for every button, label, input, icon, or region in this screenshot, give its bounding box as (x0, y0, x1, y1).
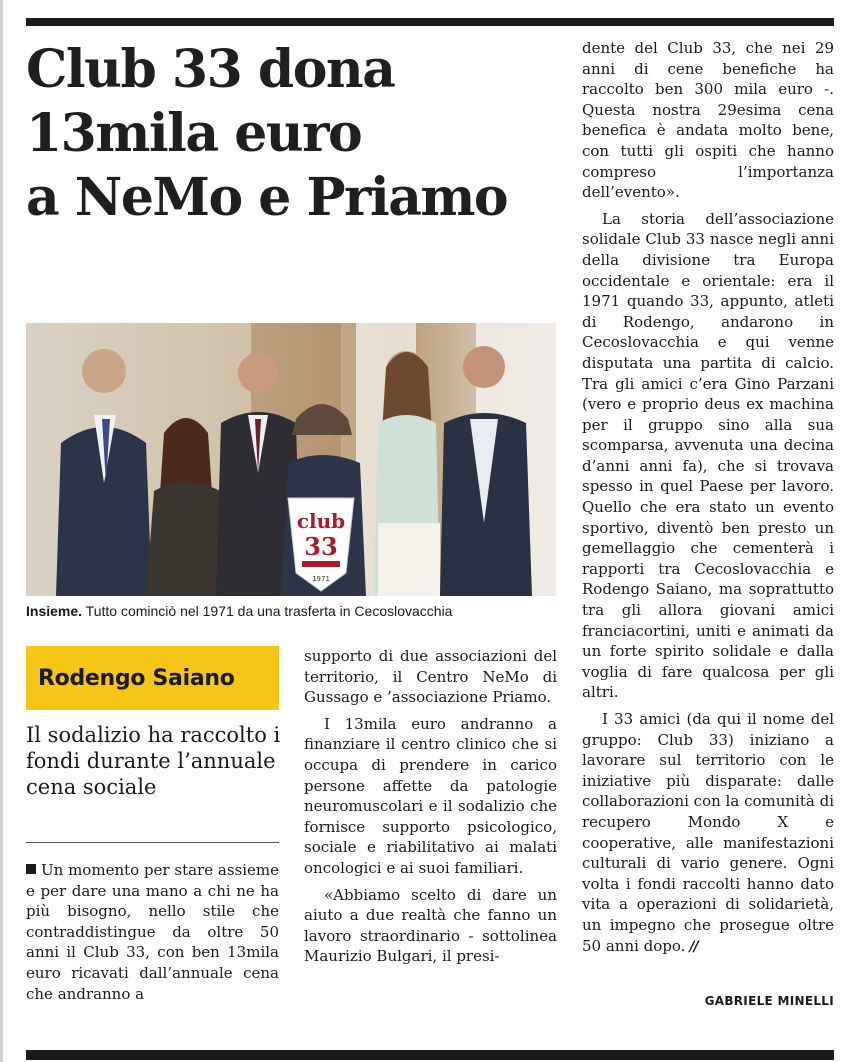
subheadline: Il sodalizio ha raccolto i fondi durante l’annuale cena sociale (26, 723, 281, 799)
article-photo (26, 323, 556, 596)
photo-caption (26, 602, 566, 620)
page-edge (0, 0, 3, 1062)
author-byline: GABRIELE MINELLI (704, 994, 834, 1008)
subhead-rule (26, 842, 279, 843)
body-column-3 (582, 38, 834, 957)
col2-paragraph-1: supporto di due associazioni del territorio, il Centro NeMo di Gussago e ’associazione Priamo. (304, 647, 557, 707)
paragraph-square-icon (26, 864, 36, 874)
headline-line-3: a NeMo e Priamo (26, 167, 508, 228)
pennant-text: club (296, 509, 346, 533)
bottom-rule (26, 1050, 834, 1060)
caption-text: Tutto cominciò nel 1971 da una trasferta in Cecoslovacchia (82, 603, 453, 619)
body-column-2 (304, 646, 557, 967)
col3-paragraph-3: I 33 amici (da qui il nome del gruppo: Club 33) iniziano a lavorare sul territorio con le iniziative più disparate: dalle collaborazioni con la comunità di recupero Mondo X e cooperative, alle manifestazioni culturali di vario genere. Ogni volta i fondi raccolti hanno dato vita a operazioni di solidarietà, un impegno che prosegue oltre 50 anni dopo. (582, 710, 834, 955)
top-rule (26, 18, 834, 26)
headline-line-2: 13mila euro (26, 103, 362, 164)
end-mark: // (689, 938, 698, 955)
headline-line-1: Club 33 dona (26, 39, 395, 100)
col3-paragraph-2: La storia dell’associazione solidale Club 33 nasce negli anni della divisione tra Europa occidentale e orientale: era il 1971 quando 33, appunto, atleti di Rodengo, andarono in Cecoslovacchia e qui venne disputata una partita di calcio. Tra gli amici c’era Gino Parzani (vero e proprio deus ex machina per il gruppo sino alla sua scomparsa, avvenuta una decina d’anni anni fa), che si trovava spesso in quel Paese per lavoro. Quello che era stato un evento sportivo, diventò ben presto un gemellaggio che cementerà i rapporti tra Cecoslovacchia e Rodengo Saiano, ma soprattutto tra gli allora giovani amici franciacortini, uniti e animati da un forte spirito solidale e dalla voglia di fare qualcosa per gli altri. (582, 209, 834, 702)
col1-paragraph-1: Un momento per stare assieme e per dare una mano a chi ne ha più bisogno, nello stile che contraddistingue da oltre 50 anni il Club 33, con ben 13mila euro ricavati dall’annuale cena che andranno a (26, 861, 279, 1003)
col3-paragraph-1: dente del Club 33, che nei 29 anni di cene benefiche ha raccolto ben 300 mila euro -. Questa nostra 29esima cena benefica è andata molto bene, con tutti gli ospiti che hanno compreso l’importanza dell’evento». (582, 39, 834, 202)
col2-paragraph-3: «Abbiamo scelto di dare un aiuto a due realtà che fanno un lavoro straordinario - sottolinea Maurizio Bulgari, il presi- (304, 885, 557, 966)
location-kicker (26, 646, 279, 710)
kicker-label: Rodengo Saiano (38, 665, 235, 691)
body-column-1 (26, 860, 279, 1004)
headline (26, 38, 571, 230)
col2-paragraph-2: I 13mila euro andranno a finanziare il centro clinico che si occupa di prendere in carico persone affette da patologie neuromuscolari e il sodalizio che fornisce supporto psicologico, sociale e riabilitativo ai malati oncologici e ai suoi familiari. (304, 714, 557, 877)
pennant-number: 33 (304, 532, 338, 561)
caption-lead: Insieme. (26, 603, 83, 619)
pennant-year: 1971 (312, 575, 330, 583)
